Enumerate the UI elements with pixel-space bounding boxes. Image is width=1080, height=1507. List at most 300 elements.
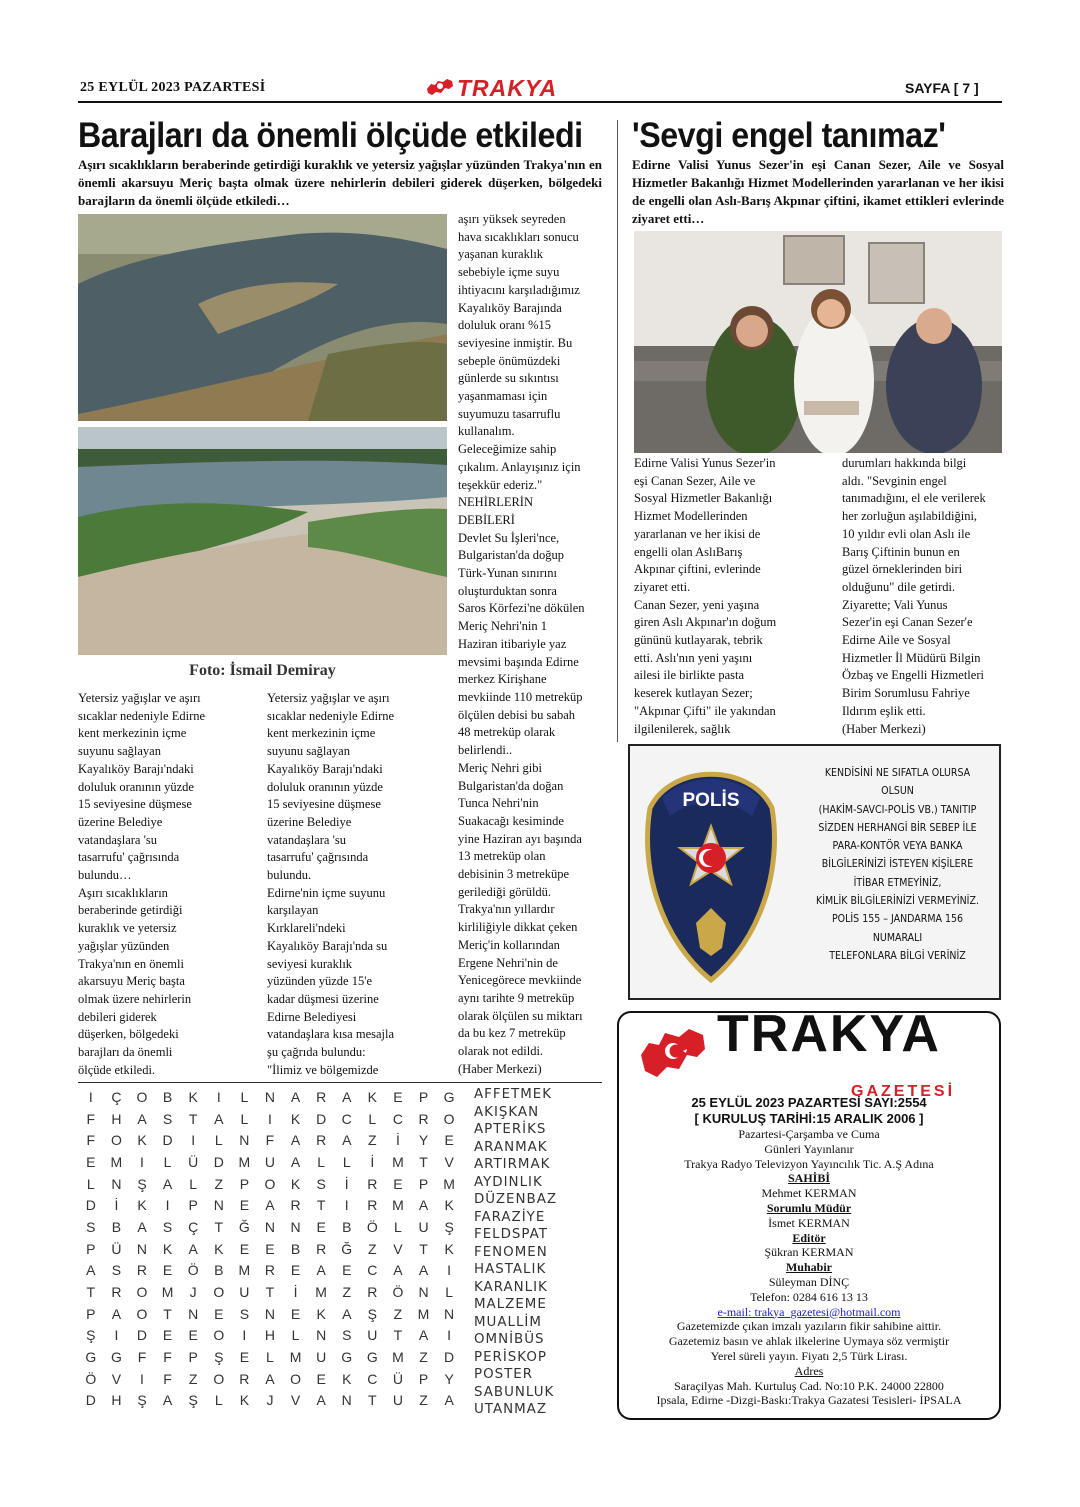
puzzle-letter: L (214, 1132, 223, 1149)
puzzle-letter: R (367, 1284, 378, 1301)
manager-label: Sorumlu Müdür (766, 1200, 852, 1215)
puzzle-letter: P (188, 1197, 198, 1214)
puzzle-letter: T (188, 1110, 198, 1127)
puzzle-letter: Z (419, 1392, 428, 1409)
puzzle-row (78, 1108, 463, 1130)
editor-name: Şükran KERMAN (764, 1245, 854, 1260)
puzzle-letter: Ö (392, 1284, 404, 1301)
puzzle-letter: E (316, 1370, 326, 1387)
puzzle-letter: M (392, 1153, 404, 1170)
puzzle-letter: G (443, 1088, 455, 1105)
puzzle-letter: A (188, 1240, 198, 1257)
puzzle-word: AYDINLIK (474, 1174, 543, 1190)
puzzle-letter: I (242, 1327, 247, 1344)
masthead-note-2: Gazetemiz basın ve ahlak ilkelerine Uymaya söz vermiştir (668, 1334, 950, 1349)
puzzle-letter: O (443, 1110, 455, 1127)
puzzle-letter: Z (368, 1240, 377, 1257)
puzzle-letter: L (368, 1110, 377, 1127)
puzzle-letter: M (161, 1284, 174, 1301)
puzzle-letter: H (111, 1110, 122, 1127)
puzzle-letter: R (239, 1370, 250, 1387)
puzzle-letter: O (110, 1132, 122, 1149)
puzzle-letter: Ğ (341, 1240, 353, 1257)
puzzle-letter: A (342, 1132, 352, 1149)
puzzle-letter: Ç (188, 1218, 199, 1235)
puzzle-row (78, 1194, 463, 1216)
puzzle-letter: K (342, 1370, 352, 1387)
puzzle-letter: V (290, 1392, 301, 1409)
puzzle-letter: Z (368, 1132, 377, 1149)
puzzle-letter: K (290, 1175, 301, 1192)
puzzle-row (78, 1151, 463, 1173)
puzzle-letter: F (86, 1132, 96, 1149)
puzzle-letter: K (290, 1110, 301, 1127)
puzzle-letter: K (444, 1240, 454, 1257)
puzzle-word: ARTIRMAK (474, 1157, 551, 1172)
badge-label: POLİS (682, 790, 740, 811)
puzzle-word: POSTER (474, 1367, 534, 1382)
masthead-publisher: Trakya Radyo Televizyon Yayıncılık Tic. A.Ş Adına (684, 1156, 934, 1171)
puzzle-letter: U (264, 1153, 276, 1170)
puzzle-letter: M (238, 1262, 251, 1279)
puzzle-letter: A (290, 1132, 301, 1149)
puzzle-letter: R (264, 1262, 276, 1279)
puzzle-letter: M (110, 1153, 123, 1170)
puzzle-letter: K (137, 1132, 147, 1149)
article1-column-2: Yetersiz yağışlar ve aşırı sıcaklar nedeniyle Edirne kent merkezinin içme suyunu sağlayan Kayalıköy Barajı'ndaki doluluk oranının yüzde 15 seviyesine düşmese üzerine Belediye vatandaşlara 'su tasarrufu' çağrısında bulundu. Edirne'nin içme suyunu karşılayan Kırklareli'ndeki Kayalıköy Barajı'nda su seviyesi kuraklık yüzünden yüzde 15'e kadar düşmesi üzerine Edirne Belediyesi vatandaşlara kısa mesajla şu çağrıda bulundu: "İlimiz ve bölgemizde (267, 691, 395, 1077)
puzzle-letter: J (266, 1392, 274, 1409)
masthead-founded: [ KURULUŞ TARİHİ:15 ARALIK 2006 ] (694, 1111, 924, 1126)
puzzle-word: FENOMEN (474, 1244, 548, 1260)
puzzle-word: SABUNLUK (474, 1384, 555, 1400)
puzzle-letter: Y (444, 1370, 454, 1387)
river-aerial-photo (78, 427, 447, 655)
puzzle-letter: E (316, 1218, 326, 1235)
puzzle-letter: R (111, 1284, 122, 1301)
dam-aerial-photo (78, 214, 447, 421)
puzzle-letter: P (239, 1175, 250, 1192)
puzzle-letter: E (188, 1327, 198, 1344)
puzzle-letter: L (266, 1349, 274, 1366)
puzzle-letter: M (392, 1197, 404, 1214)
puzzle-letter: Ö (187, 1262, 199, 1279)
puzzle-row (78, 1129, 463, 1151)
puzzle-letter: N (264, 1218, 276, 1235)
puzzle-letter: P (188, 1349, 198, 1366)
masthead-note-1: Gazetemizde çıkan imzalı yazıların fikir sahibine aittir. (676, 1319, 942, 1334)
puzzle-letter: O (213, 1370, 225, 1387)
photo-credit: Foto: İsmail Demiray (189, 662, 336, 679)
puzzle-letter: R (316, 1240, 327, 1257)
puzzle-letter: O (136, 1284, 148, 1301)
puzzle-letter: İ (114, 1197, 119, 1214)
article2-column-2: durumları hakkında bilgi aldı. "Sevginin engel tanımadığını, el ele verilerek her zorluğun aşılabildiğini, 10 yıldır evli olan Aslı ile Barış Çiftinin bunun en güzel örneklerinden biri olduğunu" dile getirdi. Ziyarette; Vali Yunus Sezer'in eşi Canan Sezer'e Edirne Aile ve Sosyal Hizmetler İl Müdürü Bilgin Özbaş ve Engelli Hizmetleri Birim Sorumlusu Fahriye Ildırım eşlik etti. (Haber Merkezi) (842, 456, 986, 736)
puzzle-letter: A (265, 1370, 275, 1387)
puzzle-letter: N (111, 1175, 122, 1192)
puzzle-letter: M (392, 1349, 404, 1366)
puzzle-letter: H (111, 1392, 122, 1409)
puzzle-letter: K (444, 1197, 454, 1214)
puzzle-letter: U (367, 1327, 378, 1344)
puzzle-word: PERİSKOP (474, 1349, 547, 1365)
puzzle-letter: P (418, 1175, 429, 1192)
puzzle-letter: T (419, 1240, 428, 1257)
puzzle-letter: E (162, 1262, 173, 1279)
puzzle-letter: P (418, 1370, 429, 1387)
puzzle-letter: E (290, 1262, 301, 1279)
puzzle-letter: T (214, 1218, 224, 1235)
puzzle-letter: E (214, 1305, 224, 1322)
puzzle-letter: T (368, 1392, 377, 1409)
puzzle-letter: L (240, 1110, 249, 1127)
puzzle-word: AKIŞKAN (474, 1104, 540, 1120)
issue-date: 25 EYLÜL 2023 PAZARTESİ (80, 80, 266, 95)
puzzle-letter: Ü (392, 1370, 403, 1387)
puzzle-letter: N (418, 1284, 429, 1301)
puzzle-letter: A (316, 1392, 326, 1409)
puzzle-letter: L (214, 1392, 223, 1409)
puzzle-row (78, 1238, 463, 1260)
puzzle-letter: A (162, 1175, 173, 1192)
puzzle-letter: A (342, 1088, 352, 1105)
puzzle-letter: V (444, 1153, 454, 1170)
puzzle-letter: E (265, 1240, 275, 1257)
masthead-days-2: Günleri Yayınlanır (764, 1141, 854, 1156)
puzzle-word: ARANMAK (474, 1139, 548, 1155)
puzzle-letter: S (162, 1218, 173, 1235)
puzzle-letter: D (136, 1327, 148, 1344)
header-logo: TRAKYA (425, 75, 595, 101)
puzzle-letter: K (188, 1088, 198, 1105)
puzzle-letter: L (189, 1175, 198, 1192)
puzzle-letter: E (239, 1240, 250, 1257)
puzzle-letter: F (137, 1349, 147, 1366)
puzzle-letter: Ö (366, 1218, 378, 1235)
puzzle-letter: S (111, 1262, 122, 1279)
puzzle-letter: I (344, 1197, 349, 1214)
puzzle-letter: İ (344, 1175, 349, 1192)
puzzle-letter: D (213, 1153, 224, 1170)
puzzle-letter: D (85, 1197, 96, 1214)
article1-lead: Aşırı sıcaklıkların beraberinde getirdiği kuraklık ve yetersiz yağışlar yüzünden Trakya'nın en önemli akarsuyu Meriç başta olmak üzere nehirlerin debileri giderek düşerken, bölgedeki barajların da önemli ölçüde etkiledi… (78, 157, 602, 208)
puzzle-letter: M (443, 1175, 455, 1192)
puzzle-row (78, 1390, 463, 1412)
address-line-1: Saraçilyas Mah. Kurtuluş Cad. No:10 P.K. 24000 22800 (674, 1378, 944, 1393)
word-search-list (474, 1086, 557, 1419)
puzzle-letter: E (86, 1153, 96, 1170)
puzzle-letter: R (367, 1175, 378, 1192)
puzzle-letter: I (165, 1197, 170, 1214)
puzzle-letter: İ (395, 1132, 400, 1149)
puzzle-letter: Z (419, 1349, 428, 1366)
puzzle-letter: Ş (137, 1175, 147, 1192)
puzzle-row (78, 1173, 463, 1195)
puzzle-letter: E (162, 1327, 173, 1344)
puzzle-letter: N (444, 1305, 455, 1322)
header-rule (78, 101, 1002, 103)
puzzle-letter: A (111, 1305, 122, 1322)
puzzle-letter: D (162, 1132, 173, 1149)
puzzle-letter: S (239, 1305, 250, 1322)
puzzle-letter: U (239, 1284, 250, 1301)
puzzle-letter: K (162, 1240, 173, 1257)
puzzle-word: FARAZİYE (474, 1209, 546, 1225)
puzzle-letter: Ş (444, 1218, 454, 1235)
puzzle-letter: I (88, 1088, 93, 1105)
puzzle-letter: I (216, 1088, 221, 1105)
puzzle-row (78, 1368, 463, 1390)
puzzle-letter: H (264, 1327, 276, 1344)
puzzle-letter: N (188, 1305, 199, 1322)
puzzle-letter: G (341, 1349, 353, 1366)
puzzle-letter: P (86, 1305, 96, 1322)
puzzle-letter: Ş (86, 1327, 96, 1344)
puzzle-row (78, 1216, 463, 1238)
puzzle-letter: A (316, 1262, 326, 1279)
puzzle-letter: G (366, 1349, 378, 1366)
puzzle-row (78, 1260, 463, 1282)
puzzle-letter: U (316, 1349, 327, 1366)
puzzle-letter: K (367, 1088, 377, 1105)
puzzle-letter: O (136, 1088, 148, 1105)
puzzle-letter: Ş (214, 1349, 224, 1366)
puzzle-letter: E (342, 1262, 352, 1279)
puzzle-letter: L (342, 1153, 351, 1170)
puzzle-letter: R (418, 1110, 429, 1127)
editor-label: Editör (792, 1230, 826, 1245)
puzzle-letter: M (417, 1305, 430, 1322)
puzzle-letter: B (342, 1218, 352, 1235)
puzzle-word: OMNİBÜS (474, 1332, 545, 1347)
puzzle-letter: S (342, 1327, 352, 1344)
puzzle-letter: C (341, 1110, 352, 1127)
puzzle-letter: R (367, 1197, 378, 1214)
puzzle-letter: K (214, 1240, 224, 1257)
visit-photo (634, 231, 1002, 453)
masthead-days: Pazartesi-Çarşamba ve Cuma (738, 1127, 880, 1141)
puzzle-letter: Z (188, 1370, 198, 1387)
puzzle-letter: S (162, 1110, 173, 1127)
puzzle-letter: D (444, 1349, 455, 1366)
puzzle-letter: S (86, 1218, 96, 1235)
puzzle-letter: P (418, 1088, 429, 1105)
puzzle-letter: J (189, 1284, 197, 1301)
column-divider (617, 120, 618, 742)
puzzle-word: DÜZENBAZ (474, 1192, 558, 1207)
puzzle-letter: R (290, 1197, 301, 1214)
puzzle-letter: F (163, 1370, 172, 1387)
puzzle-letter: Ş (367, 1305, 377, 1322)
puzzle-letter: F (265, 1132, 275, 1149)
article1-column-3: aşırı yüksek seyreden hava sıcaklıkları sonucu yaşanan kuraklık sebebiyle içme suyu ihtiyacını karşıladığımız Kayalıköy Barajında doluluk oranı %15 seviyesine inmiştir. Bu sebeple önümüzdeki günlerde su sıkıntısı yaşanmaması için suyumuzu tasarruflu kullanalım. Geleceğimize sahip çıkalım. Anlayışınız için teşekkür ederiz." NEHİRLERİN DEBİLERİ Devlet Su İşleri'nce, Bulgaristan'da doğup Türk-Yunan sınırını oluşturduktan sonra Saros Körfezi'ne dökülen Meriç Nehri'nin 1 Haziran itibariyle yaz mevsimi başında Edirne merkez Kirişhane mevkiinde 110 metreküp ölçülen debisi bu sabah 48 metreküp olarak belirlendi.. Meriç Nehri gibi Bulgaristan'da doğan Tunca Nehri'nin Suakacağı kesiminde yine Haziran ayı başında 13 metreküp olan debisinin 3 metreküpe gerilediği görüldü. Trakya'nın yıllardır kirliliğiyle dikkat çeken Meriç'in kollarından Ergene Nehri'nin de Yenicegörece mevkiinde aynı tarihte 9 metreküp olarak ölçülen su miktarı da bu kez 7 metreküp olarak not edildi. (Haber Merkezi) (458, 212, 585, 1076)
puzzle-letter: L (86, 1175, 95, 1192)
puzzle-letter: D (316, 1110, 327, 1127)
puzzle-letter: L (317, 1153, 326, 1170)
puzzle-letter: K (239, 1392, 250, 1409)
puzzle-letter: B (290, 1240, 301, 1257)
puzzle-letter: L (291, 1327, 300, 1344)
puzzle-letter: N (290, 1218, 301, 1235)
masthead-phone: Telefon: 0284 616 13 13 (750, 1289, 868, 1304)
puzzle-letter: T (265, 1284, 275, 1301)
puzzle-word: MUALLİM (474, 1314, 542, 1330)
puzzle-row (78, 1346, 463, 1368)
puzzle-letter: A (342, 1305, 352, 1322)
puzzle-letter: Ü (111, 1240, 122, 1257)
puzzle-letter: M (289, 1349, 302, 1366)
article1-headline: Barajları da önemli ölçüde etkiledi (78, 116, 583, 155)
address-label: Adres (794, 1363, 824, 1378)
puzzle-letter: B (214, 1262, 224, 1279)
owner-label: SAHİBİ (787, 1171, 831, 1186)
puzzle-letter: G (85, 1349, 97, 1366)
puzzle-letter: A (162, 1392, 173, 1409)
puzzle-letter: A (265, 1197, 275, 1214)
puzzle-letter: N (239, 1132, 250, 1149)
puzzle-letter: Z (214, 1175, 224, 1192)
police-notice (628, 744, 1001, 1000)
puzzle-word: HASTALIK (474, 1262, 547, 1277)
puzzle-letter: Ğ (238, 1218, 250, 1235)
article2-lead: Edirne Valisi Yunus Sezer'in eşi Canan Sezer, Aile ve Sosyal Hizmetler Bakanlığı Hizmet Modellerinden yararlanan ve her ikisi de engelli olan Aslı-Barış Akpınar çiftini, ikamet ettikleri evlerinde ziyaret etti… (632, 157, 1004, 226)
turkey-map-icon (639, 1025, 709, 1085)
puzzle-letter: G (110, 1349, 122, 1366)
puzzle-word: MALZEME (474, 1297, 547, 1312)
puzzle-letter: A (137, 1110, 147, 1127)
puzzle-letter: A (393, 1262, 403, 1279)
puzzle-letter: B (162, 1088, 173, 1105)
puzzle-letter: C (367, 1262, 378, 1279)
puzzle-rule (78, 1082, 602, 1083)
puzzle-letter: E (239, 1349, 250, 1366)
puzzle-letter: V (393, 1240, 403, 1257)
puzzle-word: KARANLIK (474, 1279, 548, 1295)
puzzle-letter: F (86, 1110, 96, 1127)
reporter-name: Süleyman DİNÇ (768, 1274, 850, 1289)
address-line-2: Ipsala, Edirne -Dizgi-Baskı:Trakya Gazatesi Tesisleri- İPSALA (656, 1393, 962, 1408)
puzzle-letter: N (264, 1305, 276, 1322)
puzzle-letter: A (86, 1262, 96, 1279)
puzzle-letter: D (85, 1392, 96, 1409)
puzzle-letter: T (163, 1305, 172, 1322)
masthead-email-link[interactable]: e-mail: trakya_gazetesi@hotmail.com (717, 1304, 901, 1319)
puzzle-letter: L (163, 1153, 172, 1170)
puzzle-letter: C (392, 1110, 403, 1127)
puzzle-letter: R (316, 1132, 327, 1149)
puzzle-letter: A (290, 1088, 301, 1105)
puzzle-letter: O (264, 1175, 276, 1192)
puzzle-letter: A (290, 1153, 301, 1170)
puzzle-word: UTANMAZ (474, 1402, 548, 1417)
puzzle-letter: A (444, 1392, 454, 1409)
puzzle-letter: F (163, 1349, 172, 1366)
puzzle-letter: N (341, 1392, 352, 1409)
puzzle-letter: B (111, 1218, 122, 1235)
police-badge-icon (642, 758, 780, 983)
puzzle-letter: T (86, 1284, 96, 1301)
puzzle-letter: E (290, 1305, 301, 1322)
puzzle-letter: Ş (137, 1392, 147, 1409)
puzzle-letter: I (447, 1262, 452, 1279)
puzzle-letter: I (140, 1153, 144, 1170)
puzzle-letter: Ş (188, 1392, 198, 1409)
puzzle-word: FELDSPAT (474, 1227, 548, 1242)
puzzle-letter: U (418, 1218, 429, 1235)
puzzle-letter: V (111, 1370, 122, 1387)
puzzle-letter: C (367, 1370, 378, 1387)
puzzle-letter: A (418, 1197, 429, 1214)
puzzle-letter: Z (393, 1305, 403, 1322)
puzzle-letter: Ö (85, 1370, 97, 1387)
puzzle-letter: İ (370, 1153, 375, 1170)
masthead-note-3: Yerel süreli yayın. Fiyatı 2,5 Türk Lirası. (710, 1348, 908, 1363)
puzzle-letter: R (136, 1262, 148, 1279)
puzzle-row (78, 1325, 463, 1347)
puzzle-letter: S (316, 1175, 326, 1192)
puzzle-letter: K (316, 1305, 326, 1322)
puzzle-letter: İ (293, 1284, 298, 1301)
puzzle-letter: Y (418, 1132, 429, 1149)
owner-name: Mehmet KERMAN (761, 1186, 857, 1201)
puzzle-letter: N (136, 1240, 148, 1257)
puzzle-row (78, 1303, 463, 1325)
puzzle-letter: N (316, 1327, 327, 1344)
puzzle-letter: L (240, 1088, 249, 1105)
puzzle-letter: A (137, 1218, 147, 1235)
page-number: SAYFA [ 7 ] (905, 80, 979, 96)
puzzle-letter: L (394, 1218, 402, 1235)
puzzle-word: AFFETMEK (474, 1087, 553, 1102)
puzzle-letter: T (316, 1197, 326, 1214)
masthead-issue: 25 EYLÜL 2023 PAZARTESİ SAYI:2554 (691, 1095, 927, 1110)
puzzle-letter: U (392, 1392, 403, 1409)
masthead-box (617, 1005, 1001, 1420)
puzzle-letter: K (137, 1197, 147, 1214)
puzzle-letter: R (316, 1088, 327, 1105)
police-warning-text: KENDİSİNİ NE SIFATLA OLURSA OLSUN (HAKİM-SAVCI-POLİS VB.) TANITIP SİZDEN HERHANGİ BİR SEBEP İLE PARA-KONTÖR VEYA BANKA BİLGİLERİNİZİ İSTEYEN KİŞİLERE İTİBAR ETMEYİNİZ, KİMLİK BİLGİLERİNİZİ VERMEYİNİZ. POLİS 155 – JANDARMA 156 NUMARALI TELEFONLARA BİLGİ VERİNİZ (816, 766, 979, 962)
puzzle-letter: Ç (111, 1088, 122, 1105)
puzzle-row (78, 1086, 463, 1108)
puzzle-letter: N (213, 1197, 224, 1214)
puzzle-letter: P (86, 1240, 96, 1257)
puzzle-letter: L (445, 1284, 453, 1301)
puzzle-letter: I (114, 1327, 119, 1344)
puzzle-letter: T (419, 1153, 428, 1170)
puzzle-letter: E (444, 1132, 454, 1149)
puzzle-letter: O (213, 1284, 225, 1301)
puzzle-letter: O (213, 1327, 225, 1344)
reporter-label: Muhabir (785, 1260, 832, 1275)
article1-column-1: Yetersiz yağışlar ve aşırı sıcaklar nedeniyle Edirne kent merkezinin içme suyunu sağlayan Kayalıköy Barajı'ndaki doluluk oranının yüzde 15 seviyesine düşmese üzerine Belediye vatandaşlara 'su tasarrufu' çağrısında bulundu… Aşırı sıcaklıkların beraberinde getirdiği kuraklık ve yetersiz yağışlar yüzünden Trakya'nın en önemli akarsuyu Meriç başta olmak üzere nehirlerin debileri giderek düşerken, bölgedeki barajları da önemli ölçüde etkiledi. (78, 691, 206, 1077)
word-search-grid (78, 1086, 463, 1411)
puzzle-letter: E (393, 1175, 403, 1192)
puzzle-word: APTERİKS (474, 1122, 547, 1137)
puzzle-letter: N (264, 1088, 276, 1105)
puzzle-row (78, 1281, 463, 1303)
puzzle-letter: A (418, 1262, 429, 1279)
puzzle-letter: E (393, 1088, 403, 1105)
manager-name: İsmet KERMAN (768, 1215, 850, 1230)
puzzle-letter: I (191, 1132, 196, 1149)
masthead-logo: TRAKYA GAZETESİ (639, 1023, 979, 1093)
puzzle-letter: M (238, 1153, 251, 1170)
puzzle-letter: O (290, 1370, 301, 1387)
puzzle-letter: T (393, 1327, 403, 1344)
article2-column-1: Edirne Valisi Yunus Sezer'in eşi Canan Sezer, Aile ve Sosyal Hizmetler Bakanlığı Hizmet Modellerinden yararlanan ve her ikisi de engelli olan AslıBarış Akpınar çiftini, evlerinde ziyaret etti. Canan Sezer, yeni yaşına giren Aslı Akpınar'ın doğum gününü kutlayarak, tebrik etti. Aslı'nın yeni yaşını ailesi ile birlikte pasta keserek kutlayan Sezer; "Akpınar Çifti" ile yakından ilgilenilerek, sağlık (634, 456, 777, 736)
puzzle-letter: I (268, 1110, 272, 1127)
puzzle-letter: I (140, 1370, 144, 1387)
puzzle-letter: O (136, 1305, 148, 1322)
